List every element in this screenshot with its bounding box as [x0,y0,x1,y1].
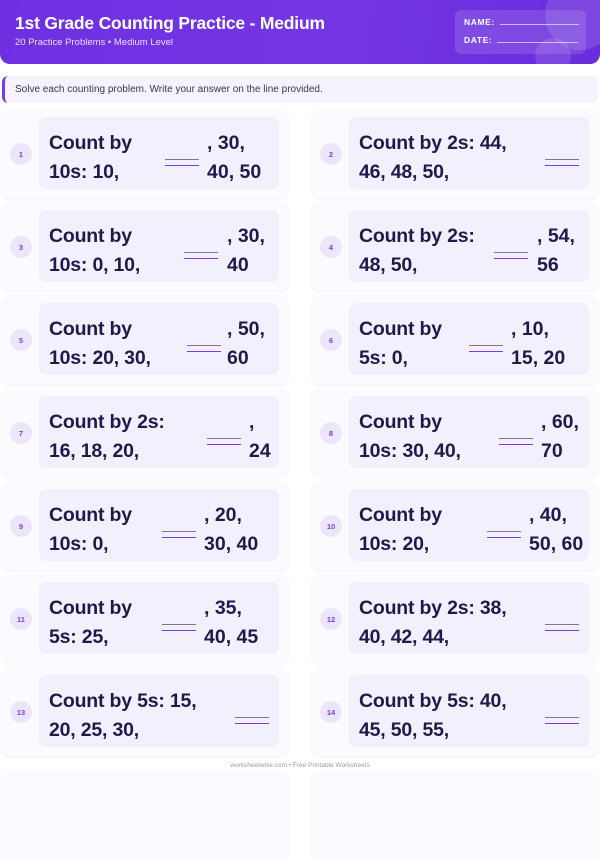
answer-line-guide [545,717,579,718]
problem-line-2: 5s: 25, [49,626,109,648]
answer-blank[interactable] [487,537,521,538]
problem-text [359,594,589,652]
problem-line-2: 10s: 0, [49,533,109,555]
problem-card-partial [312,771,598,859]
problem-card [2,110,288,198]
answer-blank[interactable] [494,258,528,259]
problem-box [39,210,279,282]
problem-box [349,210,589,282]
problem-number-badge: 10 [320,515,342,537]
problem-box [39,582,279,654]
page-subtitle: 20 Practice Problems • Medium Level [15,37,174,48]
sequence-continuation-1: , 50, [227,318,265,340]
problem-line-1: Count by 5s: 15, [49,690,197,712]
answer-blank[interactable] [499,444,533,445]
problem-line-2: 10s: 0, 10, [49,254,141,276]
answer-line-guide [165,159,199,160]
problem-number-badge: 12 [320,608,342,630]
footer-credit: worksheetwise.com • Free Printable Worksheets [230,762,370,769]
problem-number-badge: 7 [10,422,32,444]
answer-blank[interactable] [187,351,221,352]
problem-line-2: 5s: 0, [359,347,408,369]
answer-line-guide [487,531,521,532]
problem-line-1: Count by 5s: 40, [359,690,507,712]
problem-number-badge: 1 [10,143,32,165]
problem-number-badge: 11 [10,608,32,630]
problem-card [2,203,288,291]
problem-card [2,296,288,384]
answer-line-guide [162,531,196,532]
problem-box [349,582,589,654]
problem-card [2,389,288,477]
problem-number-badge: 4 [320,236,342,258]
date-label: DATE: [464,35,493,45]
answer-blank[interactable] [165,165,199,166]
instructions-text: Solve each counting problem. Write your answer on the line provided. [15,84,323,95]
problem-number-badge: 13 [10,701,32,723]
problem-number-badge: 8 [320,422,342,444]
sequence-continuation-2: 40 [227,254,249,276]
sequence-continuation-2: 60 [227,347,249,369]
problem-card [2,482,288,570]
name-label: NAME: [464,17,495,27]
name-field-line[interactable] [500,24,579,25]
problem-number-badge: 2 [320,143,342,165]
problem-box [349,675,589,747]
name-row [464,17,579,27]
problem-line-2: 46, 48, 50, [359,161,449,183]
problem-line-1: Count by [49,597,132,619]
problem-box [349,117,589,189]
answer-blank[interactable] [545,723,579,724]
problem-line-2: 16, 18, 20, [49,440,139,462]
answer-blank[interactable] [207,444,241,445]
answer-line-guide [235,717,269,718]
sequence-continuation-1: , 30, [227,225,265,247]
problem-line-2: 40, 42, 44, [359,626,449,648]
problem-line-2: 20, 25, 30, [49,719,139,741]
problem-line-2: 10s: 20, 30, [49,347,151,369]
answer-blank[interactable] [235,723,269,724]
problem-card [312,110,598,198]
name-date-box [455,10,586,54]
problem-box [349,489,589,561]
problem-box [39,675,279,747]
worksheet-header [0,0,600,64]
sequence-continuation-1: , 30, [207,132,245,154]
problem-text [359,687,589,745]
sequence-continuation-2: 50, 60 [529,533,584,555]
page-title: 1st Grade Counting Practice - Medium [15,13,325,33]
sequence-continuation-2: 24 [249,440,271,462]
problem-card [312,389,598,477]
answer-blank[interactable] [469,351,503,352]
problem-box [349,396,589,468]
problem-box [39,117,279,189]
answer-line-guide [162,624,196,625]
problem-line-1: Count by 2s: [49,411,165,433]
problem-text [49,408,279,466]
sequence-continuation-2: 30, 40 [204,533,259,555]
problem-text [49,687,279,745]
problem-card [312,203,598,291]
problem-line-1: Count by [49,504,132,526]
problem-text [359,129,589,187]
problem-number-badge: 6 [320,329,342,351]
problem-box [349,303,589,375]
problem-card [312,296,598,384]
date-row [464,35,578,45]
problem-number-badge: 3 [10,236,32,258]
problem-line-2: 10s: 30, 40, [359,440,461,462]
answer-line-guide [545,159,579,160]
problem-line-1: Count by [359,411,442,433]
sequence-continuation-1: , 10, [511,318,549,340]
sequence-continuation-2: 40, 45 [204,626,259,648]
answer-line-guide [469,345,503,346]
problem-line-2: 48, 50, [359,254,418,276]
sequence-continuation-2: 15, 20 [511,347,566,369]
answer-line-guide [499,438,533,439]
answer-blank[interactable] [162,537,196,538]
sequence-continuation-2: 40, 50 [207,161,262,183]
problem-line-1: Count by [49,132,132,154]
problem-line-1: Count by [49,225,132,247]
answer-blank[interactable] [184,258,218,259]
sequence-continuation-1: , 35, [204,597,242,619]
answer-blank[interactable] [545,630,579,631]
problem-card [2,668,288,756]
problem-number-badge: 14 [320,701,342,723]
problem-number-badge: 5 [10,329,32,351]
problem-card [312,482,598,570]
problem-box [39,396,279,468]
problem-number-badge: 9 [10,515,32,537]
answer-blank[interactable] [545,165,579,166]
problem-line-1: Count by 2s: 38, [359,597,507,619]
problem-card [312,668,598,756]
answer-blank[interactable] [162,630,196,631]
problem-line-2: 45, 50, 55, [359,719,449,741]
sequence-continuation-1: , 54, [537,225,575,247]
answer-line-guide [184,252,218,253]
answer-line-guide [207,438,241,439]
problem-line-1: Count by 2s: 44, [359,132,507,154]
problem-card [312,575,598,663]
problem-line-1: Count by [49,318,132,340]
problem-line-1: Count by [359,504,442,526]
problem-box [39,489,279,561]
problem-line-1: Count by [359,318,442,340]
problem-line-2: 10s: 10, [49,161,119,183]
problem-card [2,575,288,663]
sequence-continuation-2: 56 [537,254,559,276]
answer-line-guide [494,252,528,253]
sequence-continuation-1: , 60, [541,411,579,433]
sequence-continuation-2: 70 [541,440,563,462]
problem-card-partial [2,771,288,859]
date-field-line[interactable] [497,42,578,43]
answer-line-guide [187,345,221,346]
sequence-continuation-1: , 40, [529,504,567,526]
sequence-continuation-1: , 20, [204,504,242,526]
answer-line-guide [545,624,579,625]
sequence-continuation-1: , [249,411,255,433]
instructions-bar [2,76,598,103]
problem-line-1: Count by 2s: [359,225,475,247]
problem-box [39,303,279,375]
problem-line-2: 10s: 20, [359,533,429,555]
